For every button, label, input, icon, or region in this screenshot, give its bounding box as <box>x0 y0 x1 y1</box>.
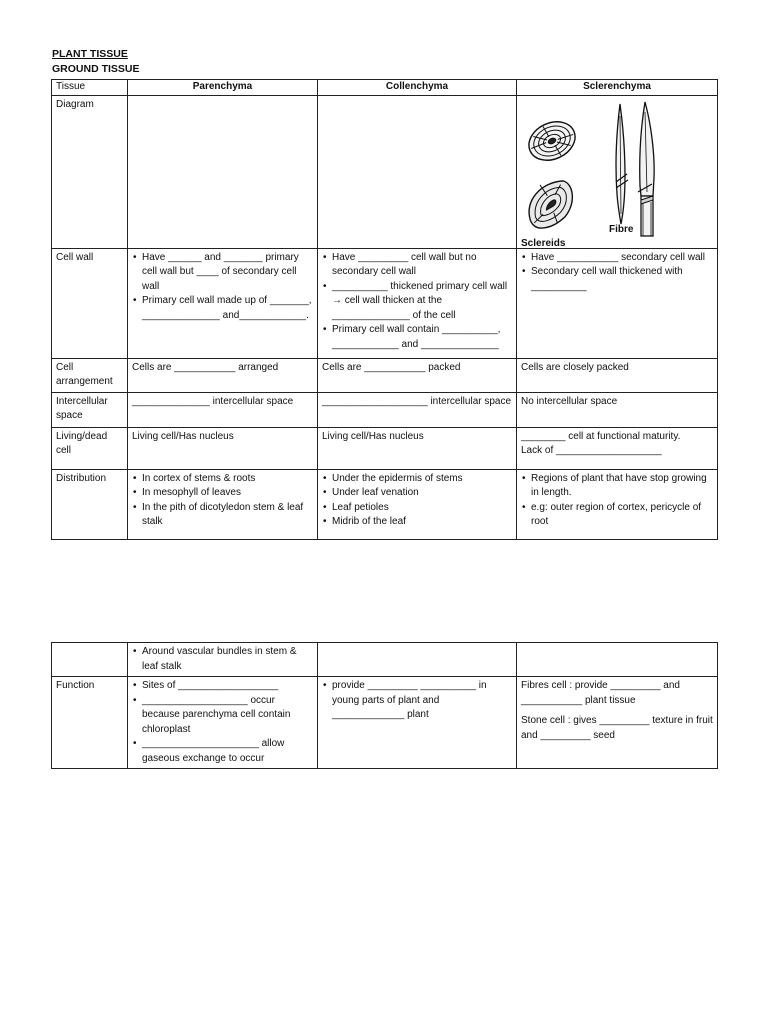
list-item: • Secondary cell wall thickened with __________ <box>531 265 713 294</box>
list-item: • In the pith of dicotyledon stem & leaf stalk <box>142 501 313 530</box>
sclerenchyma-arrangement: Cells are closely packed <box>517 358 718 392</box>
collenchyma-arrangement: Cells are ___________ packed <box>318 358 517 392</box>
header-tissue: Tissue <box>52 80 128 96</box>
page-subtitle: GROUND TISSUE <box>52 63 140 75</box>
sclerenchyma-living-line-1: ________ cell at functional maturity. <box>521 430 681 442</box>
function-label: Function <box>52 677 128 769</box>
distribution-continued-row <box>52 643 718 677</box>
cell-arrangement-label: Cell arrangement <box>52 358 128 392</box>
sclerenchyma-cell-wall <box>517 248 718 358</box>
collenchyma-function <box>318 677 517 769</box>
distribution-row <box>52 469 718 539</box>
parenchyma-diagram <box>128 95 318 248</box>
list-item: • e.g: outer region of cortex, pericycle of root <box>531 501 713 530</box>
parenchyma-intercellular: ______________ intercellular space <box>128 392 318 427</box>
list-item: • Primary cell wall contain __________, ____________ and ______________ <box>332 323 512 352</box>
sclerenchyma-distribution <box>517 469 718 539</box>
ground-tissue-table-continued <box>51 642 718 769</box>
cell-wall-label: Cell wall <box>52 248 128 358</box>
living-row <box>52 427 718 469</box>
list-item: • Sites of __________________ <box>142 679 313 694</box>
parenchyma-distribution <box>128 469 318 539</box>
fibres-function: Fibres cell : provide _________ and ___________ plant tissue <box>521 680 680 706</box>
list-item: • Regions of plant that have stop growing in length. <box>531 472 713 501</box>
list-item: • Midrib of the leaf <box>332 515 512 530</box>
collenchyma-cell-wall <box>318 248 517 358</box>
cell-wall-row <box>52 248 718 358</box>
list-item: • Have _________ cell wall but no secondary cell wall <box>332 251 512 280</box>
header-collenchyma: Collenchyma <box>318 80 517 96</box>
sclereids-label: Sclereids <box>521 237 566 249</box>
sclerenchyma-diagram <box>517 95 718 248</box>
diagram-label: Diagram <box>52 95 128 248</box>
list-item: • provide _________ __________ in young parts of plant and _____________ plant <box>332 679 512 723</box>
parenchyma-cell-wall <box>128 248 318 358</box>
sclerenchyma-living <box>517 427 718 469</box>
list-item: • In cortex of stems & roots <box>142 472 313 487</box>
list-item: • Have ___________ secondary cell wall <box>531 251 713 266</box>
list-item: • _____________________ allow gaseous exchange to occur <box>142 737 313 766</box>
list-item: • ___________________ occur because parenchyma cell contain chloroplast <box>142 694 313 738</box>
collenchyma-living: Living cell/Has nucleus <box>318 427 517 469</box>
fibre-spindle <box>616 104 628 224</box>
parenchyma-function <box>128 677 318 769</box>
page-title: PLANT TISSUE <box>52 48 128 60</box>
ground-tissue-table <box>51 79 718 540</box>
list-item: • Around vascular bundles in stem & leaf stalk <box>142 645 313 674</box>
stone-cell-function: Stone cell : gives _________ texture in fruit and _________ seed <box>521 715 713 741</box>
parenchyma-living: Living cell/Has nucleus <box>128 427 318 469</box>
fibre-label: Fibre <box>609 223 634 235</box>
distribution-label: Distribution <box>52 469 128 539</box>
header-parenchyma: Parenchyma <box>128 80 318 96</box>
collenchyma-distribution-continued <box>318 643 517 677</box>
collenchyma-distribution <box>318 469 517 539</box>
parenchyma-distribution-continued <box>128 643 318 677</box>
fibre-cut <box>638 102 654 236</box>
list-item: • In mesophyll of leaves <box>142 486 313 501</box>
collenchyma-intercellular: ___________________ intercellular space <box>318 392 517 427</box>
sclerenchyma-distribution-continued <box>517 643 718 677</box>
cell-arrangement-row <box>52 358 718 392</box>
diagram-row <box>52 95 718 248</box>
list-item: • Leaf petioles <box>332 501 512 516</box>
sclerenchyma-living-line-2: Lack of ___________________ <box>521 445 662 456</box>
list-item: • __________ thickened primary cell wall → cell wall thicken at the ______________ of the cell <box>332 280 512 324</box>
sclereid-top-shape <box>523 114 582 167</box>
intercellular-label: Intercellular space <box>52 392 128 427</box>
parenchyma-arrangement: Cells are ___________ arranged <box>128 358 318 392</box>
sclerenchyma-intercellular: No intercellular space <box>517 392 718 427</box>
collenchyma-diagram <box>318 95 517 248</box>
sclereid-bottom-shape <box>517 172 582 234</box>
header-row <box>52 80 718 96</box>
distribution-continued-label <box>52 643 128 677</box>
list-item: • Under leaf venation <box>332 486 512 501</box>
header-sclerenchyma: Sclerenchyma <box>517 80 718 96</box>
intercellular-row <box>52 392 718 427</box>
list-item: • Primary cell wall made up of _______, ______________ and____________. <box>142 294 313 323</box>
function-row <box>52 677 718 769</box>
living-label: Living/dead cell <box>52 427 128 469</box>
list-item: • Under the epidermis of stems <box>332 472 512 487</box>
list-item: • Have ______ and _______ primary cell wall but ____ of secondary cell wall <box>142 251 313 295</box>
sclerenchyma-function <box>517 677 718 769</box>
